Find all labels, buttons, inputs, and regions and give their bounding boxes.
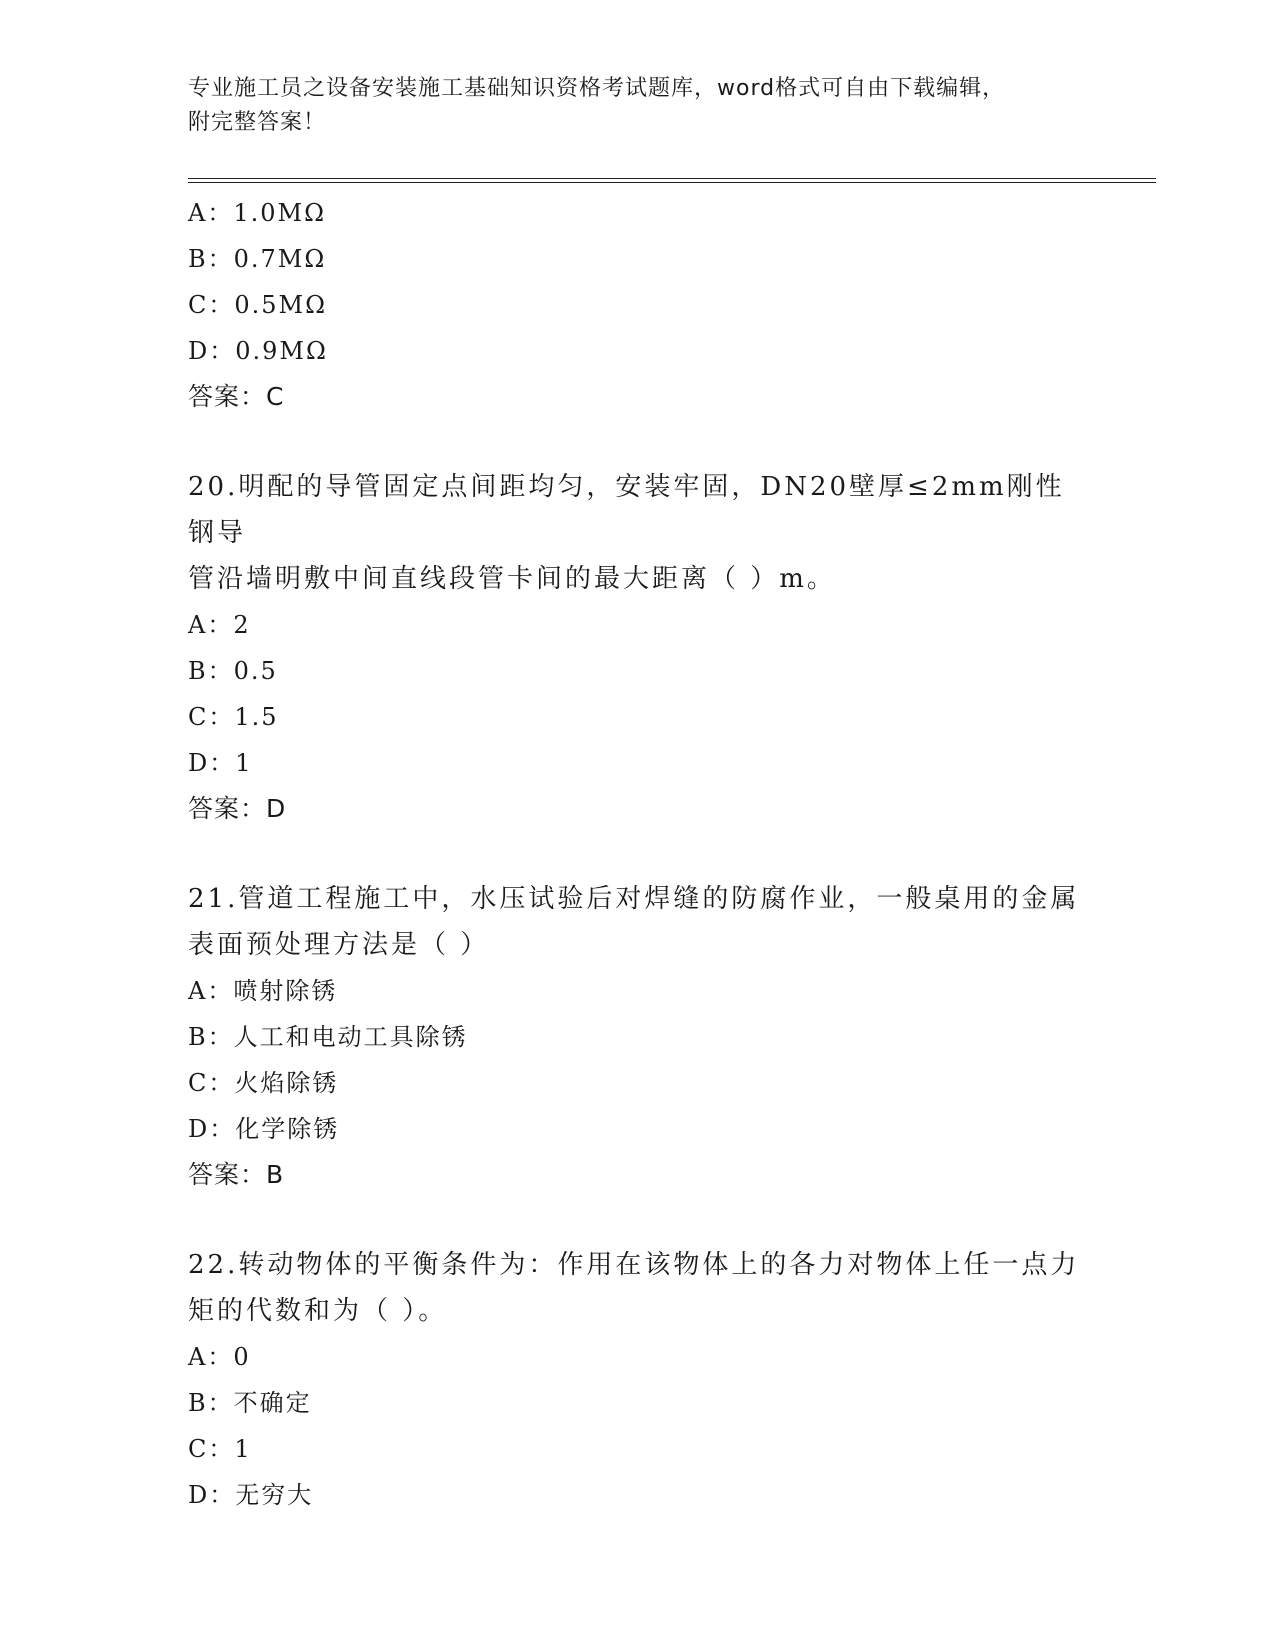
- question-text-line1: 20.明配的导管固定点间距均匀，安装牢固，DN20壁厚≤2mm刚性钢导: [188, 472, 1065, 548]
- spacer: [188, 1198, 1088, 1242]
- option-b: B：人工和电动工具除锈: [188, 1023, 468, 1051]
- question-text-line2: 管沿墙明敷中间直线段管卡间的最大距离（ ）m。: [188, 564, 836, 594]
- option-a: A：0: [188, 1343, 251, 1371]
- header-title-line1: 专业施工员之设备安装施工基础知识资格考试题库，word格式可自由下载编辑，: [188, 76, 1006, 101]
- question-20-block: [188, 464, 1088, 832]
- spacer: [188, 832, 1088, 876]
- option-b: B：0.7MΩ: [188, 245, 327, 273]
- option-b: B：0.5: [188, 657, 278, 685]
- question-list: [188, 190, 1088, 1518]
- option-d: D：0.9MΩ: [188, 337, 328, 365]
- option-b: B：不确定: [188, 1389, 312, 1417]
- option-c: C：火焰除锈: [188, 1069, 339, 1097]
- option-c: C：1: [188, 1435, 252, 1463]
- spacer: [188, 420, 1088, 464]
- option-a: A：2: [188, 611, 251, 639]
- option-d: D：1: [188, 749, 253, 777]
- header-title-line2: 附完整答案！: [188, 110, 327, 135]
- question-22-block: [188, 1242, 1088, 1518]
- option-c: C：0.5MΩ: [188, 291, 328, 319]
- question-21-block: [188, 876, 1088, 1198]
- option-d: D：化学除锈: [188, 1115, 340, 1143]
- answer-line: 答案：D: [188, 794, 287, 823]
- question-text-line1: 21.管道工程施工中，水压试验后对焊缝的防腐作业，一般桌用的金属: [188, 884, 1080, 914]
- question-text-line1: 22.转动物体的平衡条件为：作用在该物体上的各力对物体上任一点力: [188, 1250, 1080, 1280]
- option-c: C：1.5: [188, 703, 279, 731]
- answer-line: 答案：B: [188, 1160, 285, 1189]
- answer-line: 答案：C: [188, 382, 285, 411]
- header-divider: [188, 178, 1156, 183]
- question-text-line2: 表面预处理方法是（ ）: [188, 930, 490, 960]
- question-19-block: [188, 190, 1088, 420]
- document-header: [188, 72, 1068, 140]
- option-a: A：喷射除锈: [188, 977, 338, 1005]
- question-text-line2: 矩的代数和为（ ）。: [188, 1296, 448, 1326]
- option-a: A：1.0MΩ: [188, 199, 326, 227]
- option-d: D：无穷大: [188, 1481, 314, 1509]
